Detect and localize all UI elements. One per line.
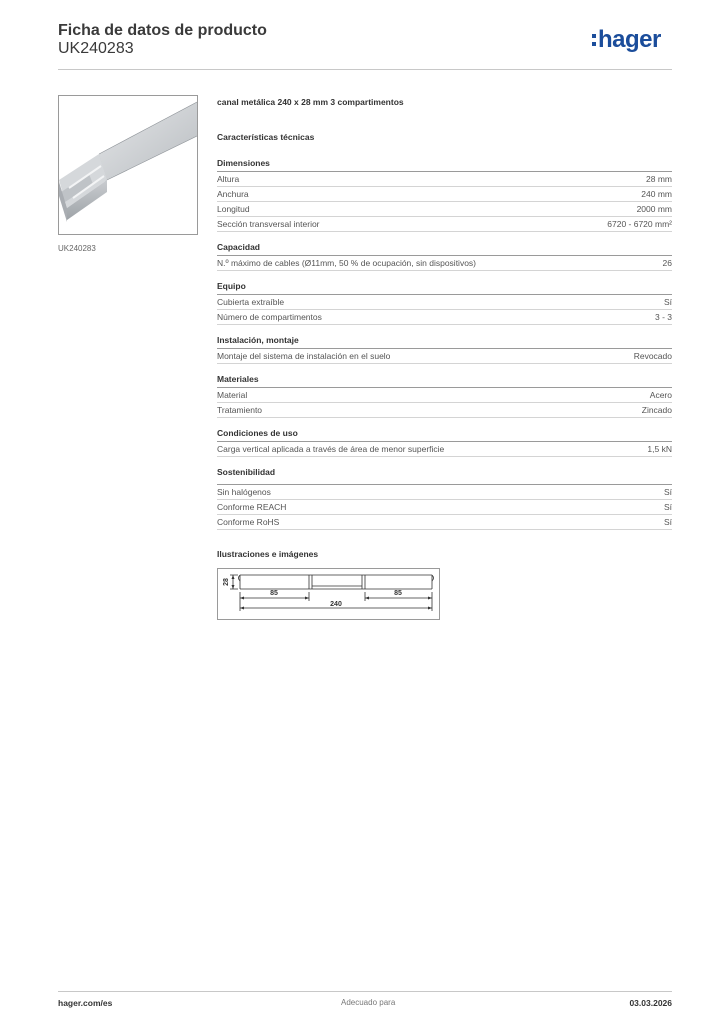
logo-text: hager (598, 26, 661, 53)
spec-row (217, 515, 672, 530)
spec-label: Altura (217, 174, 240, 184)
spec-label: Número de compartimentos (217, 312, 322, 322)
spec-value: Acero (649, 390, 672, 400)
hager-logo (592, 28, 661, 52)
spec-row (217, 217, 672, 232)
section-instalacion (217, 334, 672, 364)
footer-date: 03.03.2026 (629, 998, 672, 1008)
section-heading: Materiales (217, 373, 672, 388)
spec-label: Carga vertical aplicada a través de área de menor superficie (217, 444, 445, 454)
footer-divider (58, 991, 672, 992)
product-photo (58, 95, 198, 235)
section-heading: Dimensiones (217, 157, 672, 172)
spec-value: 6720 - 6720 mm² (607, 219, 672, 229)
section-capacidad (217, 241, 672, 271)
spec-label: N.º máximo de cables (Ø11mm, 50 % de ocupación, sin dispositivos) (217, 258, 477, 268)
spec-value: Sí (663, 502, 672, 512)
spec-row (217, 172, 672, 187)
spec-label: Conforme RoHS (217, 517, 280, 527)
spec-value: 2000 mm (636, 204, 672, 214)
logo-colon-icon (592, 31, 596, 46)
section-heading: Capacidad (217, 241, 672, 256)
illustrations-heading: Ilustraciones e imágenes (217, 549, 319, 559)
spec-label: Conforme REACH (217, 502, 287, 512)
section-equipo (217, 280, 672, 325)
dim-height-label: 28 (223, 578, 230, 586)
spec-value: Sí (663, 487, 672, 497)
spec-row (217, 442, 672, 457)
dim-right-label: 85 (394, 590, 402, 597)
spec-row (217, 256, 672, 271)
spec-row (217, 500, 672, 515)
section-dimensiones (217, 157, 672, 232)
spec-row (217, 403, 672, 418)
section-materiales (217, 373, 672, 418)
spec-row (217, 295, 672, 310)
spec-row (217, 187, 672, 202)
dimension-drawing (217, 568, 440, 620)
spec-label: Sección transversal interior (217, 219, 320, 229)
dim-left-label: 85 (270, 590, 278, 597)
cable-trunking-image (59, 96, 197, 234)
footer-website: hager.com/es (58, 998, 113, 1008)
product-title: canal metálica 240 x 28 mm 3 compartimentos (217, 97, 404, 107)
spec-row (217, 310, 672, 325)
spec-row (217, 202, 672, 217)
spec-row (217, 388, 672, 403)
cross-section-diagram (218, 569, 439, 619)
spec-label: Tratamiento (217, 405, 263, 415)
dim-total-label: 240 (330, 601, 342, 608)
spec-row (217, 349, 672, 364)
spec-label: Cubierta extraíble (217, 297, 285, 307)
spec-row (217, 485, 672, 500)
product-details (217, 96, 672, 620)
footer-suitable-for: Adecuado para (341, 998, 396, 1007)
header-divider (58, 69, 672, 70)
section-heading: Instalación, montaje (217, 334, 672, 349)
section-heading: Sostenibilidad (217, 466, 672, 485)
spec-value: 240 mm (641, 189, 672, 199)
section-condiciones (217, 427, 672, 457)
photo-caption: UK240283 (58, 244, 96, 253)
section-sostenibilidad (217, 466, 672, 530)
technical-heading: Características técnicas (217, 132, 315, 142)
spec-value: 1,5 kN (647, 444, 672, 454)
spec-value: 3 - 3 (654, 312, 672, 322)
spec-value: Zincado (641, 405, 672, 415)
spec-value: 26 (662, 258, 672, 268)
product-code: UK240283 (58, 40, 134, 57)
section-heading: Condiciones de uso (217, 427, 672, 442)
spec-label: Montaje del sistema de instalación en el suelo (217, 351, 391, 361)
spec-label: Longitud (217, 204, 250, 214)
spec-label: Material (217, 390, 248, 400)
spec-value: Revocado (633, 351, 672, 361)
spec-label: Sin halógenos (217, 487, 271, 497)
page-title: Ficha de datos de producto (58, 22, 267, 39)
spec-value: Sí (663, 517, 672, 527)
spec-value: Sí (663, 297, 672, 307)
spec-label: Anchura (217, 189, 249, 199)
spec-value: 28 mm (646, 174, 672, 184)
section-heading: Equipo (217, 280, 672, 295)
